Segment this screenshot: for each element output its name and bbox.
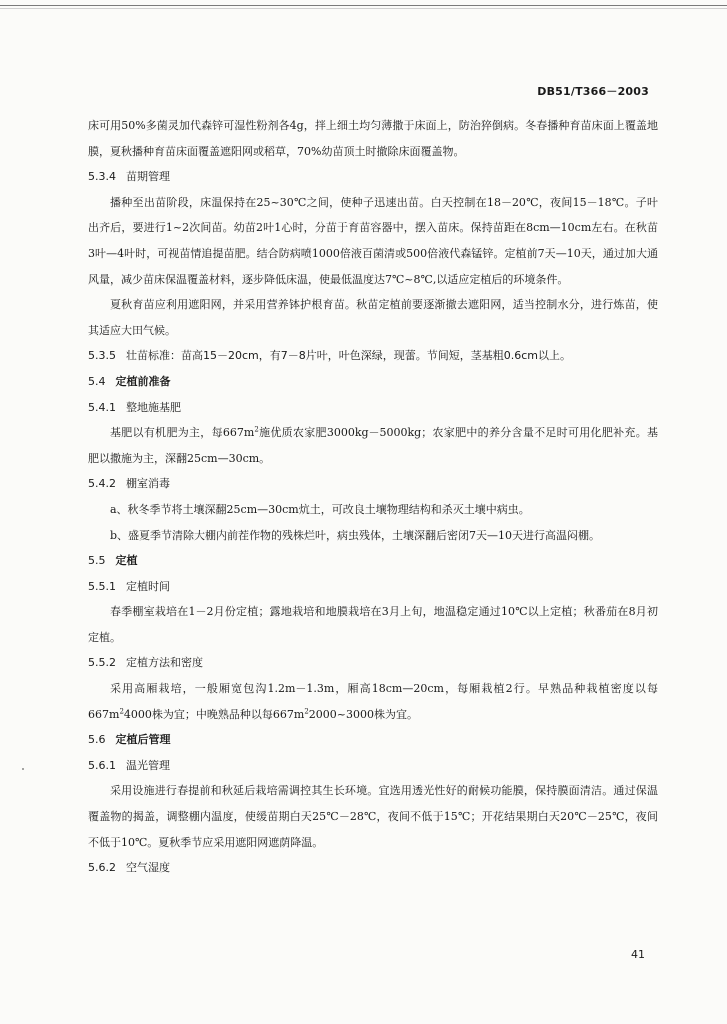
section-title: 定植方法和密度: [126, 656, 203, 670]
section-title: 定植: [115, 554, 138, 568]
page-number: 41: [631, 948, 645, 961]
section-heading: [88, 343, 658, 369]
paragraph: 春季棚室栽培在1－2月份定植；露地栽培和地膜栽培在3月上旬，地温稳定通过10℃以上定植；秋番茄在8月初定植。: [88, 605, 658, 644]
section-number: 5.5: [88, 554, 106, 568]
top-rule: [0, 5, 727, 6]
section-title: 定植时间: [126, 579, 170, 593]
paragraph: 播种至出苗阶段，床温保持在25~30℃之间，使种子迅速出苗。白天控制在18－20℃，夜间15－18℃。子叶出齐后，要进行1~2次间苗。幼苗2叶1心时，分苗于育苗容器中，摆入苗床。保持苗距在8cm—10cm左右。在秋苗3叶—4叶时，可视苗情追提苗肥。结合防病喷1000倍液百菌清或500倍液代森锰锌。定植前7天—10天，通过加大通风量，减少苗床保温覆盖材料，逐步降低床温，使最低温度达7℃~8℃,以适应定植后的环境条件。: [88, 195, 658, 286]
section-title: 壮苗标准：苗高15－20cm，有7－8片叶，叶色深绿，现蕾。节间短，茎基粗0.6cm以上。: [126, 349, 572, 363]
section-title: 整地施基肥: [126, 400, 181, 414]
paragraph: a、秋冬季节将土壤深翻25cm—30cm炕土，可改良土壤物理结构和杀灭土壤中病虫。: [110, 502, 530, 516]
section-heading: [88, 855, 658, 881]
paragraph: 夏秋育苗应利用遮阳网，并采用营养钵护根育苗。秋苗定植前要逐渐撤去遮阳网，适当控制水分，进行炼苗，使其适应大田气候。: [88, 298, 658, 337]
section-title: 温光管理: [126, 758, 170, 772]
superscript: 2: [119, 707, 124, 715]
text-run: 2000~3000株为宜。: [308, 707, 419, 721]
section-heading: [88, 471, 658, 497]
section-heading: [88, 164, 658, 190]
document-code: DB51/T366－2003: [537, 85, 649, 98]
paragraph: [88, 420, 658, 471]
superscript: 2: [254, 425, 259, 434]
section-title: 空气湿度: [126, 861, 170, 875]
section-number: 5.4: [88, 374, 106, 388]
section-heading: [88, 650, 658, 676]
section-number: 5.6.1: [88, 758, 116, 772]
section-heading: [88, 574, 658, 600]
section-title: 苗期管理: [126, 170, 170, 184]
text-run: 4000株为宜；中晚熟品种以每667m: [123, 707, 305, 721]
section-heading: [88, 548, 658, 574]
section-heading: [88, 395, 658, 421]
paragraph: [88, 676, 658, 727]
paragraph: 采用设施进行春提前和秋延后栽培需调控其生长环境。宜选用透光性好的耐候功能膜，保持膜面清洁。通过保温覆盖物的揭盖，调整棚内温度，使缓苗期白天25℃－28℃，夜间不低于15℃；开花结果期白天20℃－25℃，夜间不低于10℃。夏秋季节应采用遮阳网遮荫降温。: [88, 784, 658, 849]
section-number: 5.3.4: [88, 170, 116, 184]
paragraph: b、盛夏季节清除大棚内前茬作物的残株烂叶，病虫残体，土壤深翻后密闭7天—10天进行高温闷棚。: [110, 528, 601, 542]
page-body: [88, 113, 658, 881]
section-heading: [88, 753, 658, 779]
text-run: 基肥以有机肥为主，每667m: [110, 426, 255, 440]
text-run: 施优质农家肥3000kg－5000kg；农家肥中的养分含量不足时可用化肥补充。基肥以撒施为主，深翻25cm—30cm。: [88, 426, 658, 465]
section-number: 5.6: [88, 733, 106, 747]
text-run: 采用高厢栽培，一般厢宽包沟1.2m－1.3m，厢高18cm—20cm，每厢栽植2行。早熟品种栽植密度以每667m: [88, 682, 658, 721]
superscript: 2: [304, 707, 309, 715]
section-title: 定植前准备: [115, 374, 171, 388]
section-number: 5.4.2: [88, 477, 116, 491]
section-title: 棚室消毒: [126, 477, 170, 491]
section-number: 5.5.2: [88, 656, 116, 670]
section-heading: [88, 369, 658, 395]
scan-speck: [22, 768, 24, 770]
section-heading: [88, 727, 658, 753]
section-number: 5.6.2: [88, 861, 116, 875]
paragraph: 床可用50%多菌灵加代森锌可湿性粉剂各4g，拌上细土均匀薄撒于床面上，防治猝倒病。冬春播种育苗床面上覆盖地膜，夏秋播种育苗床面覆盖遮阳网或稻草，70%幼苗顶土时撤除床面覆盖物。: [88, 119, 658, 158]
section-number: 5.3.5: [88, 349, 116, 363]
section-number: 5.4.1: [88, 400, 116, 414]
section-title: 定植后管理: [115, 733, 171, 747]
section-number: 5.5.1: [88, 579, 116, 593]
top-rule-shadow: [0, 8, 727, 9]
